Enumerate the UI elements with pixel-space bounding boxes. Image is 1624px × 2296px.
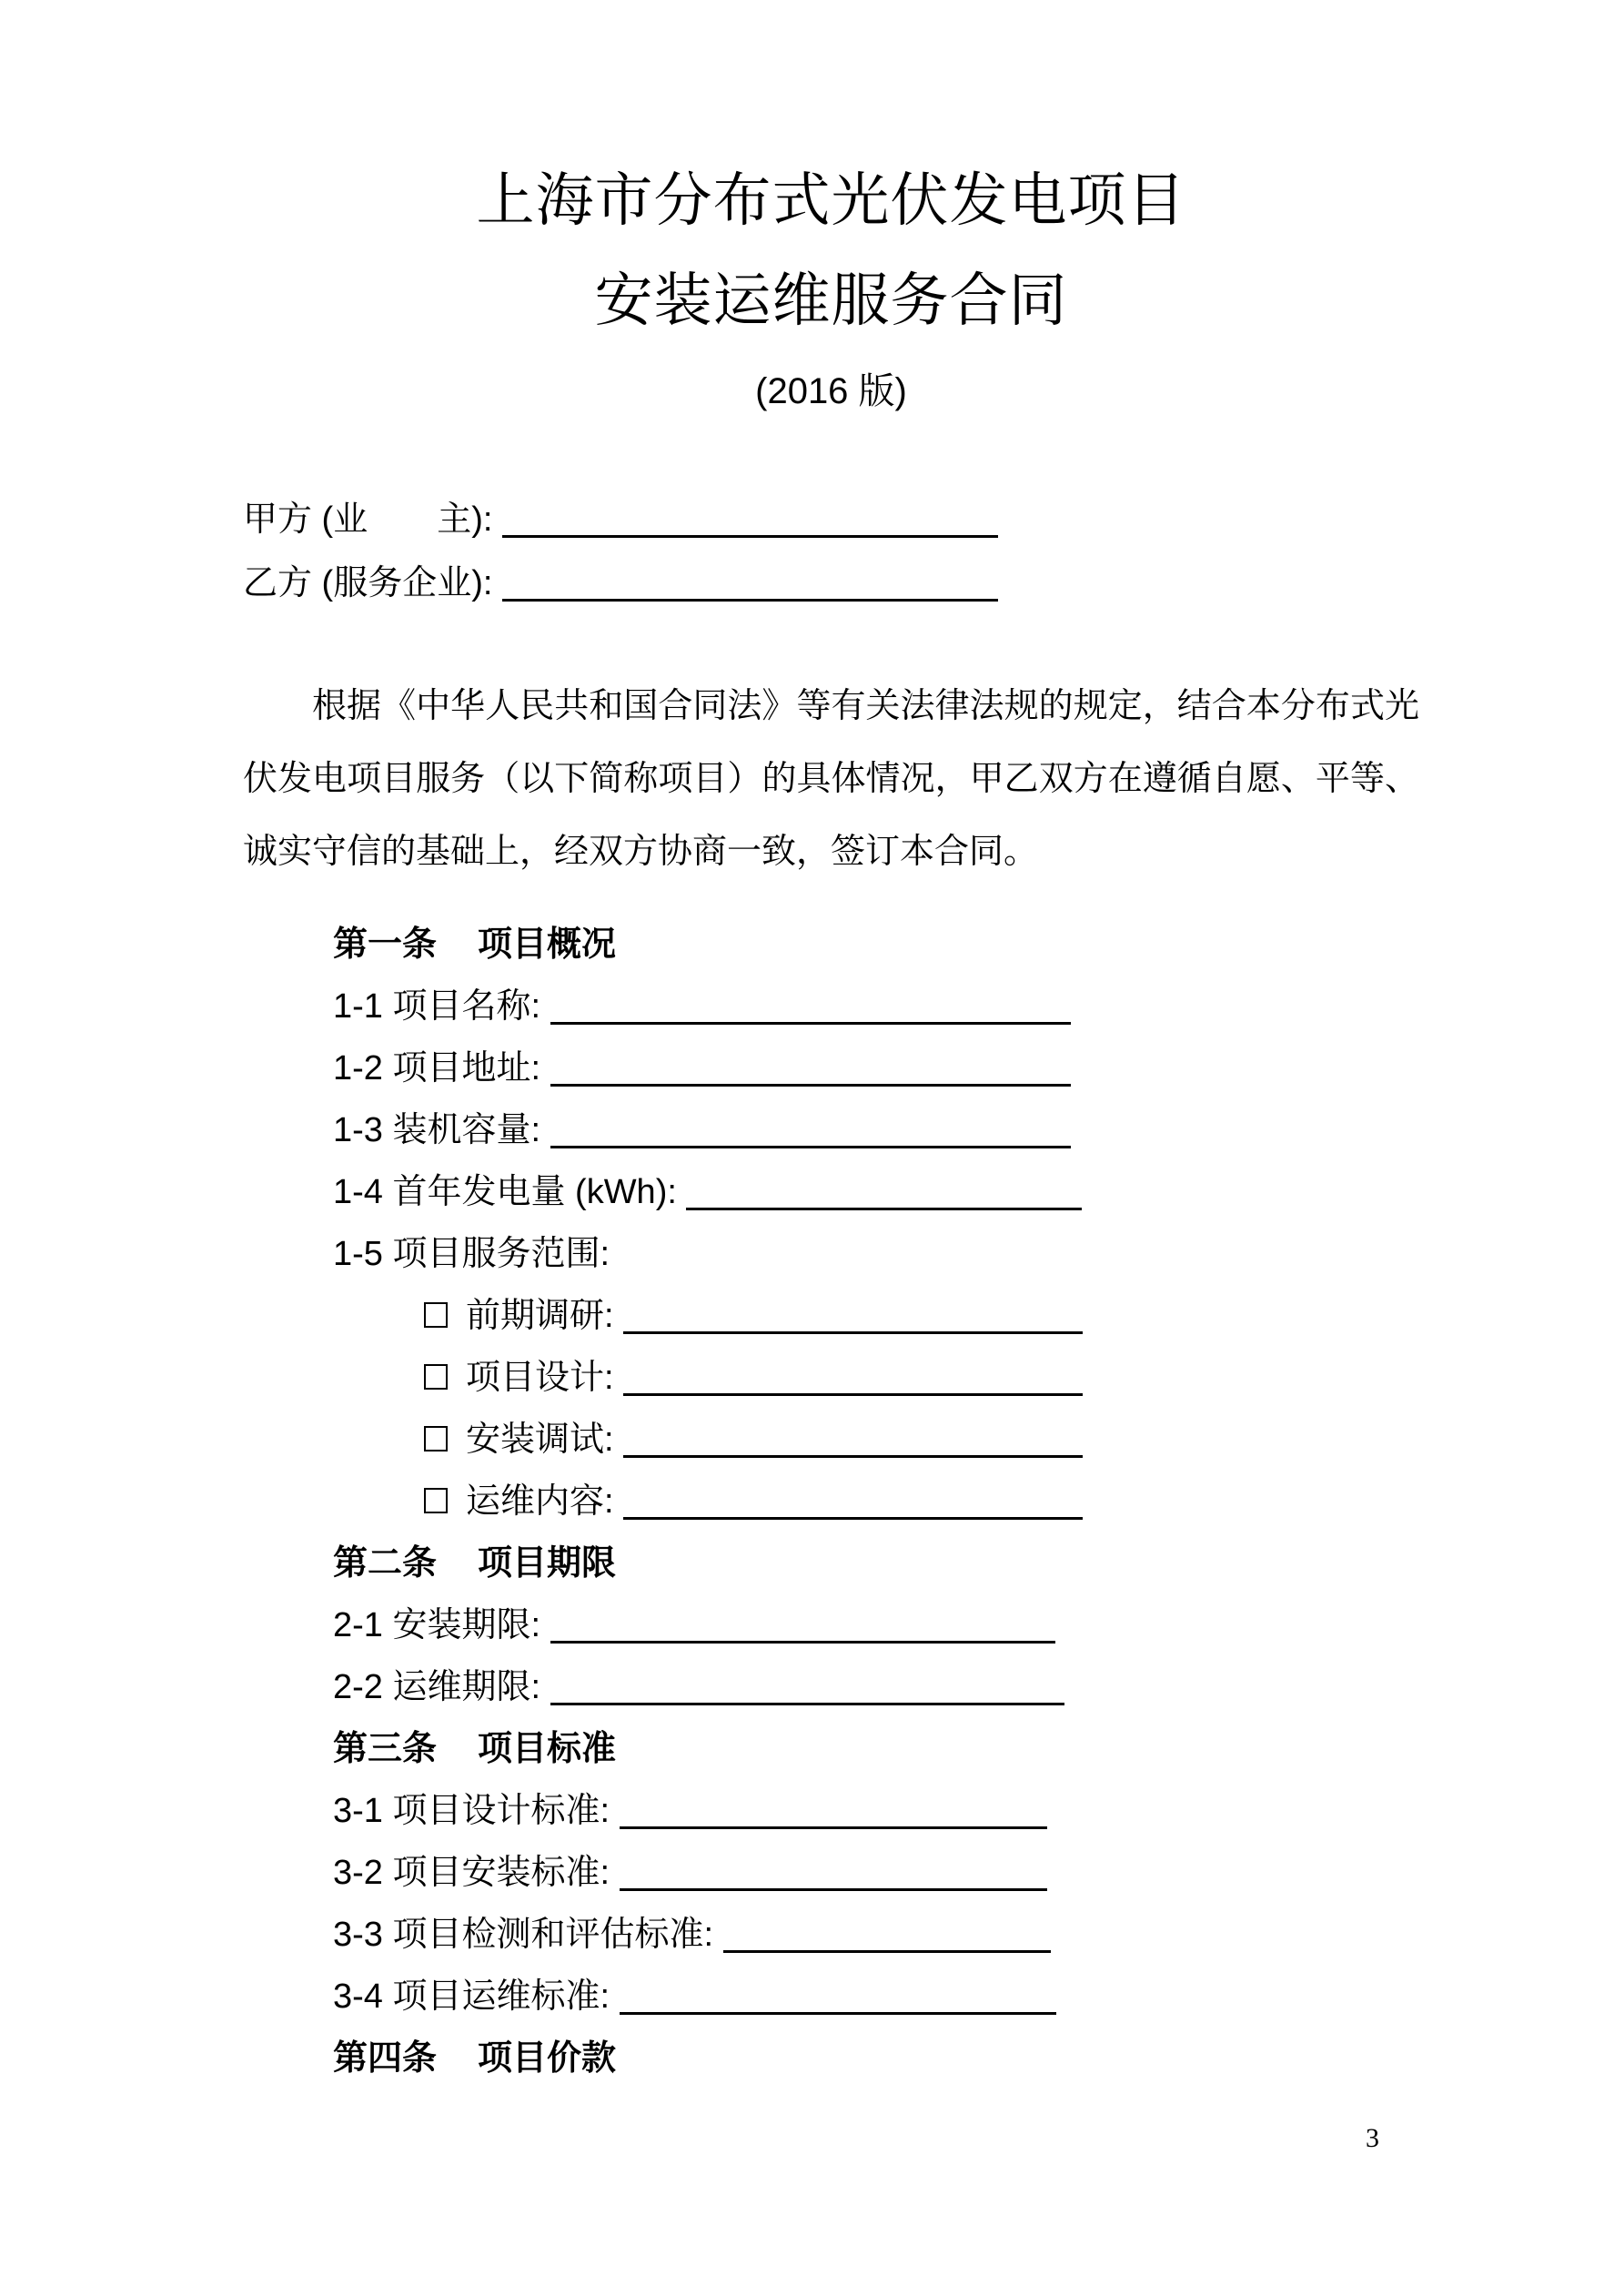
party-label: 乙方 (服务企业):: [243, 564, 502, 602]
item-label: 前期调研:: [466, 1297, 624, 1335]
checkbox-item-row: [243, 1347, 1419, 1409]
party-label: 甲方 (业 主):: [243, 501, 502, 539]
section-heading-number: 第二条: [333, 1544, 438, 1583]
section-heading: [243, 1532, 1419, 1594]
fill-in-blank-line: [620, 1887, 1047, 1891]
fill-in-blank-line: [550, 1702, 1064, 1705]
parties-block: [243, 488, 1419, 615]
item-label: 2-1 安装期限:: [333, 1606, 550, 1644]
form-item-row: [243, 1223, 1419, 1285]
form-item-row: [243, 1594, 1419, 1656]
checkbox-item-row: [243, 1285, 1419, 1347]
item-label: 3-3 项目检测和评估标准:: [333, 1916, 723, 1954]
form-item-row: [243, 1656, 1419, 1718]
item-label: 运维内容:: [466, 1482, 624, 1521]
item-label: 1-3 装机容量:: [333, 1111, 550, 1149]
checkbox-item-row: [243, 1409, 1419, 1471]
section-heading: [243, 1718, 1419, 1780]
fill-in-blank-line: [550, 1640, 1055, 1644]
item-label: 1-1 项目名称:: [333, 987, 550, 1026]
section-heading-title: 项目价款: [478, 2039, 617, 2078]
item-label: 安装调试:: [466, 1421, 624, 1459]
checkbox-icon: [424, 1302, 448, 1328]
item-label: 3-1 项目设计标准:: [333, 1792, 620, 1830]
fill-in-blank-line: [620, 2011, 1056, 2015]
sections-block: [243, 914, 1419, 2089]
item-label: 1-2 项目地址:: [333, 1049, 550, 1087]
form-item-row: [243, 1904, 1419, 1966]
form-item-row: [243, 976, 1419, 1037]
section-heading-number: 第一条: [333, 925, 438, 964]
section-heading: [243, 2028, 1419, 2089]
section-heading-title: 项目概况: [478, 925, 617, 964]
fill-in-blank-line: [550, 1145, 1071, 1148]
section-heading-title: 项目期限: [478, 1544, 617, 1583]
fill-in-blank-line: [623, 1392, 1083, 1396]
party-row: [243, 551, 1419, 615]
item-label: 3-2 项目安装标准:: [333, 1854, 620, 1892]
party-blank-line: [502, 598, 998, 602]
intro-paragraph: 根据《中华人民共和国合同法》等有关法律法规的规定，结合本分布式光伏发电项目服务（以下简称项目）的具体情况，甲乙双方在遵循自愿、平等、诚实守信的基础上，经双方协商一致，签订本合同。: [243, 687, 1419, 871]
section-heading-number: 第三条: [333, 1730, 438, 1768]
party-blank-line: [502, 534, 998, 538]
form-item-row: [243, 1037, 1419, 1099]
fill-in-blank-line: [686, 1207, 1082, 1210]
fill-in-blank-line: [723, 1949, 1051, 1953]
item-label: 1-5 项目服务范围:: [333, 1235, 610, 1273]
item-label: 项目设计:: [466, 1359, 624, 1397]
fill-in-blank-line: [620, 1826, 1047, 1829]
party-row: [243, 488, 1419, 551]
form-item-row: [243, 1966, 1419, 2028]
form-item-row: [243, 1842, 1419, 1904]
fill-in-blank-line: [623, 1516, 1083, 1520]
page-number: 3: [1366, 2123, 1379, 2153]
checkbox-icon: [424, 1364, 448, 1390]
item-label: 2-2 运维期限:: [333, 1668, 550, 1706]
checkbox-item-row: [243, 1471, 1419, 1532]
form-item-row: [243, 1161, 1419, 1223]
item-label: 3-4 项目运维标准:: [333, 1977, 620, 2016]
fill-in-blank-line: [550, 1021, 1071, 1025]
section-heading-number: 第四条: [333, 2039, 438, 2078]
document-version: (2016 版): [755, 371, 907, 411]
fill-in-blank-line: [623, 1454, 1083, 1458]
checkbox-icon: [424, 1488, 448, 1513]
form-item-row: [243, 1780, 1419, 1842]
section-heading: [243, 914, 1419, 976]
fill-in-blank-line: [550, 1083, 1071, 1087]
fill-in-blank-line: [623, 1330, 1083, 1334]
item-label: 1-4 首年发电量 (kWh):: [333, 1173, 687, 1211]
document-title-line1: 上海市分布式光伏发电项目: [476, 167, 1186, 233]
section-heading-title: 项目标准: [478, 1730, 617, 1768]
checkbox-icon: [424, 1426, 448, 1451]
document-title-line2: 安装运维服务合同: [594, 268, 1068, 333]
form-item-row: [243, 1099, 1419, 1161]
